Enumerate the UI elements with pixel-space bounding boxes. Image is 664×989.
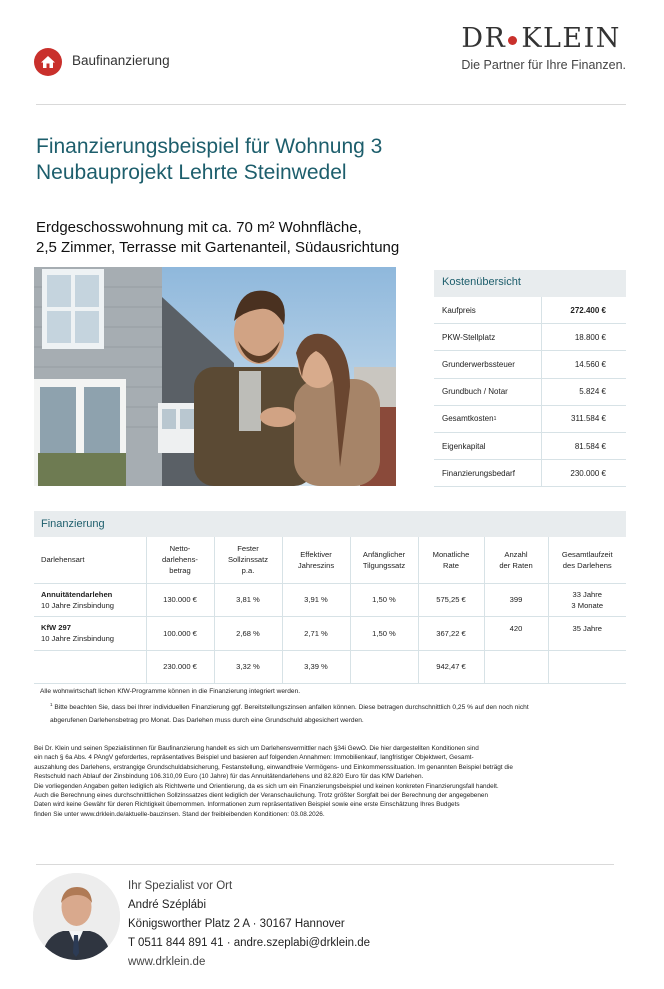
table-row: KfW 297 10 Jahre Zinsbindung 100.000 € 2,68 % 2,71 % 1,50 % 367,22 € 420 35 Jahre [34,616,626,650]
column-header: Netto- darlehens- betrag [146,537,214,583]
footnotes: Alle wohnwirtschaft lichen KfW-Programme können in die Finanzierung integriert werden. $^1$ Bitte beachten Sie, dass bei Ihrer individuellen Finanzierung ggf. Bereitstellungszinsen anfallen können. Diese betragen durchschnittlich 0,25 % auf den noch nicht abgerufenen Darlehensbetrag pro Monat. Das Darlehen muss durch eine Grundschuld abgesichert werden. [40,688,529,725]
table-row: Annuitätendarlehen 10 Jahre Zinsbindung 130.000 € 3,81 % 3,91 % 1,50 % 575,25 € 399 33 Jahre 3 Monate [34,583,626,616]
page-header [0,0,664,104]
column-header: Fester Sollzinssatz p.a. [214,537,282,583]
footer-divider [36,864,614,865]
page-title: Finanzierungsbeispiel für Wohnung 3 Neubauprojekt Lehrte Steinwedel [36,135,383,184]
cost-overview-table [434,270,626,487]
totals-row: 230.000 € 3,32 % 3,39 % 942,47 € [34,650,626,683]
contact-address: Königsworther Platz 2 A · 30167 Hannover [128,918,345,930]
specialist-avatar [33,873,120,960]
column-header: Darlehensart [34,537,146,583]
legal-disclaimer: Bei Dr. Klein und seinen Spezialistinnen für Baufinanzierung handelt es sich um Darlehensvermittler nach §34i GewO. Die hier dargestellten Konditionen sind ein nach § 6a Abs. 4 PAngV gefordertes, repräsentatives Beispiel und basieren auf folgenden Annahmen: Immobilienkauf, langfristiger Objektwert, Gesamt- auszahlung des Darlehens, erstrangige Grundschuldabsicherung, Festanstellung, einwandfreie Vermögens- und Einkommenssituation. Im genannten Beispiel beträgt die Restschuld nach Ablauf der Zinsbindung 106.310,09 Euro (10 Jahre) für das Annuitätendarlehens und 82.820 Euro für das KfW Darlehen. Die vorliegenden Angaben gelten lediglich als Richtwerte und Orientierung, da es sich um ein Finanzierungsbeispiel und keinen konkreten Finanzierungsfall handelt. Auch die Berechnung eines durchschnittlichen Sollzinssatzes dient lediglich der Veranschaulichung. Trotz größter Sorgfalt bei der Berechnung der angegebenen Daten wird keine Gewähr für deren Richtigkeit übernommen. Informationen zum repräsentativen Beispiel sowie eine erste Einschätzung Ihres Budgets finden Sie unter www.drklein.de/aktuelle-bauzinsen. Stand der freibleibenden Konditionen: 03.08.2026. [34,745,513,818]
logo-dot [508,36,517,45]
cost-row: Grundbuch / Notar 5.824 € [434,379,626,406]
logo-tagline: Die Partner für Ihre Finanzen. [461,58,626,72]
dr-klein-logo: DR KLEIN Die Partner für Ihre Finanzen. [461,23,626,72]
column-header: Monatliche Rate [418,537,484,583]
contact-role: Ihr Spezialist vor Ort [128,880,233,892]
contact-block [128,877,370,972]
column-header: Effektiver Jahreszins [282,537,350,583]
section-label: Baufinanzierung [72,53,170,68]
financing-table [34,511,626,684]
cost-row: Grunderwerbssteuer 14.560 € [434,351,626,378]
cost-row: Gesamtkosten 1 311.584 € [434,406,626,433]
couple-photo [34,267,396,486]
home-icon [34,48,62,76]
cost-overview-heading: Kostenübersicht [434,270,626,297]
website-link[interactable]: www.drklein.de [128,956,206,968]
cost-row: Eigenkapital 81.584 € [434,433,626,460]
cost-row: PKW-Stellplatz 18.800 € [434,324,626,351]
cost-row: Kaufpreis 272.400 € [434,297,626,324]
header-divider [36,104,626,105]
column-header: Anfänglicher Tilgungssatz [350,537,418,583]
table-header-row [34,537,626,583]
apartment-description: Erdgeschosswohnung mit ca. 70 m² Wohnfläche, 2,5 Zimmer, Terrasse mit Gartenanteil, Südausrichtung [36,219,400,256]
column-header: Anzahl der Raten [484,537,548,583]
cost-row: Finanzierungsbedarf 230.000 € [434,460,626,487]
contact-name: André Széplábi [128,899,206,911]
contact-phone-email[interactable]: T 0511 844 891 41 · andre.szeplabi@drklein.de [128,937,371,949]
column-header: Gesamtlaufzeit des Darlehens [548,537,626,583]
financing-heading: Finanzierung [34,511,626,537]
